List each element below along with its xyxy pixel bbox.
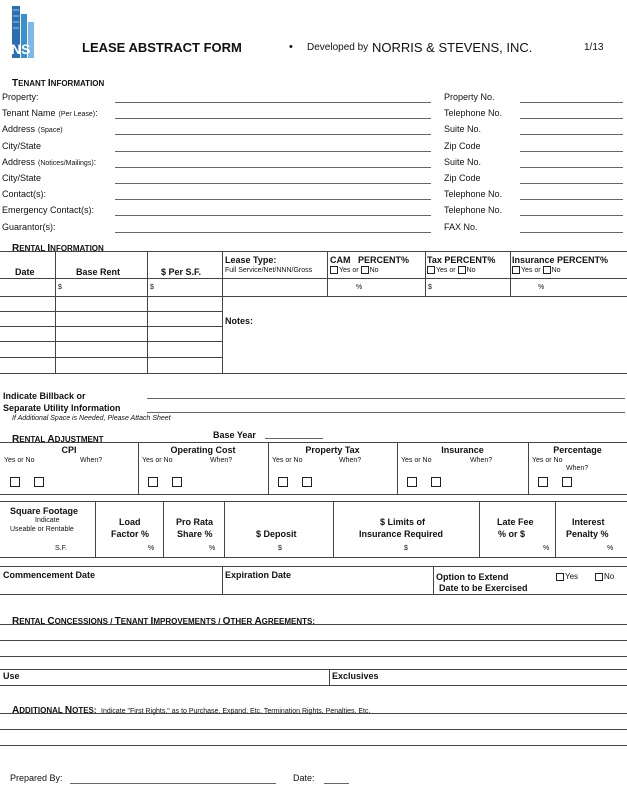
- company-name: NORRIS & STEVENS, INC.: [372, 40, 533, 55]
- limits-1: $ Limits of: [380, 517, 426, 527]
- date-label: Date:: [293, 773, 315, 783]
- checkbox-icon[interactable]: [34, 477, 44, 487]
- checkbox-icon: [361, 266, 369, 274]
- tenant-field-line[interactable]: [115, 151, 431, 152]
- checkbox-icon[interactable]: [538, 477, 548, 487]
- col-lease-type: Lease Type:: [225, 255, 277, 265]
- tenant-field-note: (Space): [38, 127, 63, 134]
- checkbox-icon[interactable]: [302, 477, 312, 487]
- tenant-field-suffix: :: [93, 157, 97, 167]
- rental-adjustment-heading: RENTAL ADJUSTMENT: [12, 434, 104, 445]
- deposit-dollar-unit: $: [278, 545, 282, 552]
- checkbox-icon[interactable]: [172, 477, 182, 487]
- tenant-right-line[interactable]: [520, 167, 623, 168]
- checkbox-icon: [543, 266, 551, 274]
- checkbox-icon[interactable]: [278, 477, 288, 487]
- checkbox-icon: [556, 573, 564, 581]
- tenant-right-label: Telephone No.: [444, 189, 503, 199]
- heading-small: ENTAL: [19, 617, 48, 626]
- adjustment-col-percentage: Percentage: [553, 445, 602, 455]
- checkbox-icon[interactable]: [407, 477, 417, 487]
- base-year-line[interactable]: [265, 438, 323, 439]
- concessions-line-2[interactable]: [0, 640, 627, 641]
- expiration-date-label: Expiration Date: [225, 570, 292, 580]
- heading-small: THER: [230, 617, 255, 626]
- tenant-info-heading: TENANT INFORMATION: [12, 78, 105, 89]
- option-yes[interactable]: Yes: [556, 572, 578, 581]
- svg-text:NS: NS: [11, 41, 31, 57]
- tenant-right-label: FAX No.: [444, 222, 478, 232]
- rental-table: [0, 251, 627, 391]
- exclusives-label: Exclusives: [332, 671, 379, 681]
- deposit-label: $ Deposit: [256, 529, 297, 539]
- tenant-field-label: Address (Notices/Mailings):: [2, 157, 97, 167]
- late-fee-pct-unit: %: [543, 545, 550, 552]
- adjustment-col-cpi: CPI: [61, 445, 77, 455]
- tenant-field-label: Property:: [2, 92, 39, 102]
- notes-line-2[interactable]: [0, 729, 627, 730]
- tenant-field-note: (Per Lease): [58, 111, 96, 118]
- billback-label-2: Separate Utility Information: [3, 403, 121, 413]
- company-logo: [8, 6, 38, 58]
- yes-or-no-label: Yes or No: [401, 457, 432, 464]
- tenant-field-label: Emergency Contact(s):: [2, 205, 95, 215]
- pro-rata-2: Share %: [177, 529, 213, 539]
- tenant-right-label: Zip Code: [444, 173, 481, 183]
- interest-pct-unit: %: [607, 545, 614, 552]
- tax-dollar: $: [428, 284, 432, 291]
- when-label: When?: [80, 457, 103, 464]
- tenant-field-line[interactable]: [115, 215, 431, 216]
- tenant-field-line[interactable]: [115, 199, 431, 200]
- prepared-by-line[interactable]: [70, 783, 276, 784]
- page-number: 1/13: [584, 42, 604, 53]
- col-base-rent: Base Rent: [76, 267, 121, 277]
- cam-yes-no[interactable]: Yes or No: [330, 266, 379, 274]
- tenant-right-line[interactable]: [520, 183, 623, 184]
- tenant-field-line[interactable]: [115, 167, 431, 168]
- tenant-right-line[interactable]: [520, 232, 623, 233]
- checkbox-icon[interactable]: [431, 477, 441, 487]
- col-date: Date: [15, 267, 35, 277]
- yes-or-no-label: Yes or No: [532, 457, 563, 464]
- tenant-right-label: Zip Code: [444, 141, 481, 151]
- tenant-field-suffix: :: [95, 108, 98, 118]
- when-label: When?: [210, 457, 233, 464]
- checkbox-icon[interactable]: [10, 477, 20, 487]
- tenant-right-line[interactable]: [520, 151, 623, 152]
- tenant-field-label: Contact(s):: [2, 189, 47, 199]
- tenant-field-line[interactable]: [115, 232, 431, 233]
- concessions-line-4[interactable]: [0, 669, 627, 670]
- adjustment-col-property-tax: Property Tax: [305, 445, 360, 455]
- rental-info-heading: RENTAL INFORMATION: [12, 243, 104, 254]
- form-title: LEASE ABSTRACT FORM: [82, 40, 242, 55]
- concessions-line-3[interactable]: [0, 656, 627, 657]
- tenant-field-label: City/State: [2, 173, 42, 183]
- heading-small: GREEMENTS:: [261, 617, 316, 626]
- heading-small: MPROVEMENTS /: [153, 617, 223, 626]
- notes-line-1[interactable]: [0, 713, 627, 714]
- when-label: When?: [470, 457, 493, 464]
- when-label: When?: [339, 457, 362, 464]
- limits-2: Insurance Required: [359, 529, 444, 539]
- heading-cap: I: [150, 616, 154, 627]
- notes-label: Notes:: [225, 316, 254, 326]
- checkbox-icon: [458, 266, 466, 274]
- heading-cap: T: [114, 616, 121, 627]
- tenant-field-label: City/State: [2, 141, 42, 151]
- tenant-field-line[interactable]: [115, 102, 431, 103]
- prepared-by-label: Prepared By:: [10, 773, 63, 783]
- lease-type-options: Full Service/Net/NNN/Gross: [225, 267, 313, 274]
- additional-notes-heading: ADDITIONAL NOTES: Indicate "First Rights," as to Purchase, Expand, Etc. Termination Rights, Penalties, Etc.: [12, 705, 371, 716]
- when-label: When?: [566, 465, 589, 472]
- date-to-be-exercised-label: Date to be Exercised: [439, 583, 528, 593]
- billback-line-2[interactable]: [147, 412, 625, 413]
- heading-cap: A: [254, 616, 262, 627]
- checkbox-icon: [330, 266, 338, 274]
- billback-label-1: Indicate Billback or: [3, 391, 86, 401]
- tenant-field-label: Tenant Name (Per Lease):: [2, 108, 98, 118]
- concessions-line-1[interactable]: [0, 624, 627, 625]
- developed-by-text: Developed by: [307, 42, 369, 53]
- billback-line-1[interactable]: [147, 398, 625, 399]
- checkbox-icon[interactable]: [562, 477, 572, 487]
- insurance-yes-no[interactable]: Yes or No: [512, 266, 561, 274]
- title-bullet: •: [289, 41, 293, 53]
- option-to-extend-label: Option to Extend: [436, 572, 509, 582]
- tenant-field-line[interactable]: [115, 183, 431, 184]
- heading-cap: O: [222, 616, 231, 627]
- pro-rata-1: Pro Rata: [176, 517, 214, 527]
- tenant-right-line[interactable]: [520, 134, 623, 135]
- tenant-field-line[interactable]: [115, 118, 431, 119]
- col-cam: CAM PERCENT%: [330, 255, 410, 265]
- indicate-label: Indicate: [35, 517, 60, 524]
- use-label: Use: [3, 671, 20, 681]
- additional-notes-instruction: Indicate "First Rights," as to Purchase, Expand, Etc. Termination Rights, Penalties, Etc.: [101, 708, 371, 715]
- sf-unit: S.F.: [55, 545, 68, 552]
- per-sf-dollar: $: [150, 284, 154, 291]
- base-rent-dollar: $: [58, 284, 62, 291]
- dates-row: [0, 566, 627, 596]
- col-insurance: Insurance PERCENT%: [512, 255, 609, 265]
- col-per-sf: $ Per S.F.: [161, 267, 202, 277]
- base-year-label: Base Year: [213, 430, 256, 440]
- yes-or-no-label: Yes or No: [4, 457, 35, 464]
- notes-line-3[interactable]: [0, 745, 627, 746]
- date-line[interactable]: [324, 783, 349, 784]
- heading-cap: R: [12, 616, 20, 627]
- share-pct-unit: %: [209, 545, 216, 552]
- tenant-right-line[interactable]: [520, 199, 623, 200]
- interest-1: Interest: [572, 517, 605, 527]
- limits-dollar-unit: $: [404, 545, 408, 552]
- tenant-field-label: Address (Space): [2, 124, 63, 134]
- late-fee-2: % or $: [498, 529, 526, 539]
- tenant-right-label: Suite No.: [444, 157, 482, 167]
- tenant-right-label: Suite No.: [444, 124, 482, 134]
- billback-note: If Additional Space is Needed, Please Attach Sheet: [12, 415, 171, 422]
- tax-yes-no[interactable]: Yes or No: [427, 266, 476, 274]
- tenant-field-label: Guarantor(s):: [2, 222, 56, 232]
- option-no[interactable]: No: [595, 572, 614, 581]
- tenant-field-note: (Notices/Mailings): [38, 160, 94, 167]
- checkbox-icon: [427, 266, 435, 274]
- late-fee-1: Late Fee: [497, 517, 534, 527]
- yes-or-no-label: Yes or No: [272, 457, 303, 464]
- footage-table: [0, 501, 627, 561]
- adjustment-col-insurance: Insurance: [441, 445, 484, 455]
- yes-or-no-label: Yes or No: [142, 457, 173, 464]
- load-factor-2: Factor %: [111, 529, 150, 539]
- tenant-right-label: Telephone No.: [444, 108, 503, 118]
- useable-rentable-label: Useable or Rentable: [10, 526, 74, 533]
- tenant-right-line[interactable]: [520, 102, 623, 103]
- commencement-date-label: Commencement Date: [3, 570, 96, 580]
- col-tax: Tax PERCENT%: [427, 255, 496, 265]
- insurance-percent: %: [538, 284, 545, 291]
- tenant-right-line[interactable]: [520, 215, 623, 216]
- interest-2: Penalty %: [566, 529, 609, 539]
- tenant-field-line[interactable]: [115, 134, 431, 135]
- adjustment-col-operating-cost: Operating Cost: [170, 445, 236, 455]
- tenant-right-label: Property No.: [444, 92, 495, 102]
- heading-small: ONCESSIONS /: [54, 617, 115, 626]
- load-factor-1: Load: [119, 517, 141, 527]
- heading-cap: C: [47, 616, 55, 627]
- heading-small: ENANT: [120, 617, 151, 626]
- checkbox-icon: [595, 573, 603, 581]
- concessions-heading: [12, 611, 315, 629]
- cam-percent: %: [356, 284, 363, 291]
- load-pct-unit: %: [148, 545, 155, 552]
- checkbox-icon[interactable]: [148, 477, 158, 487]
- square-footage-label: Square Footage: [10, 506, 79, 516]
- tenant-right-label: Telephone No.: [444, 205, 503, 215]
- checkbox-icon: [512, 266, 520, 274]
- tenant-right-line[interactable]: [520, 118, 623, 119]
